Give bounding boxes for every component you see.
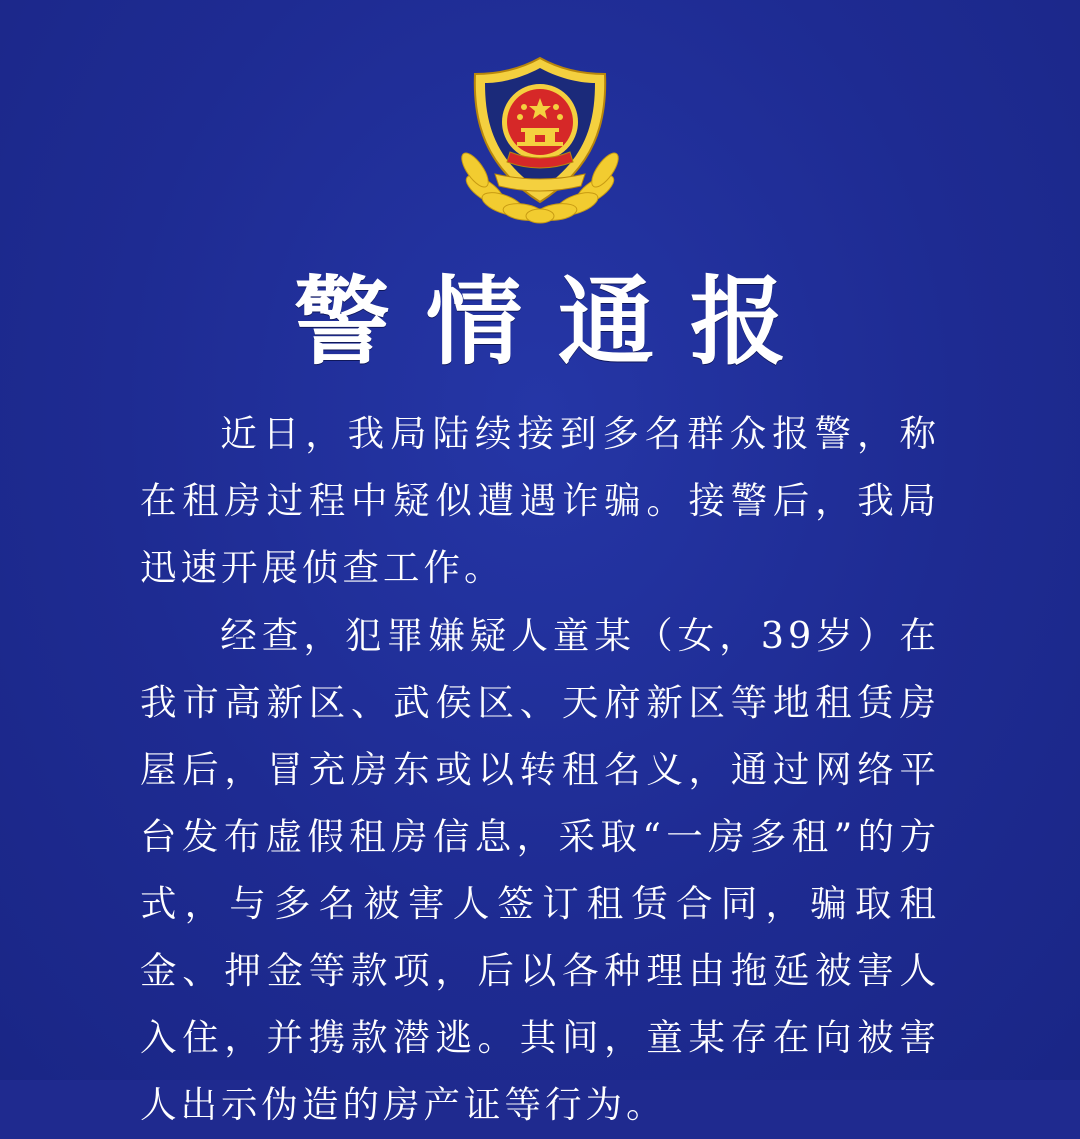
police-emblem-icon <box>455 52 625 224</box>
paragraph-1: 近日，我局陆续接到多名群众报警，称在租房过程中疑似遭遇诈骗。接警后，我局迅速开展侦查工作。 <box>140 412 940 589</box>
paragraph-2: 经查，犯罪嫌疑人童某（女，39岁）在我市高新区、武侯区、天府新区等地租赁房屋后，冒充房东或以转租名义，通过网络平台发布虚假租房信息，采取“一房多租”的方式，与多名被害人签订租赁合同，骗取租金、押金等款项，后以各种理由拖延被害人入住，并携款潜逃。其间，童某存在向被害人出示伪造的房产证等行为。 <box>140 614 940 1126</box>
page-title: 警情通报 <box>294 266 822 378</box>
notice-body <box>140 400 940 1139</box>
